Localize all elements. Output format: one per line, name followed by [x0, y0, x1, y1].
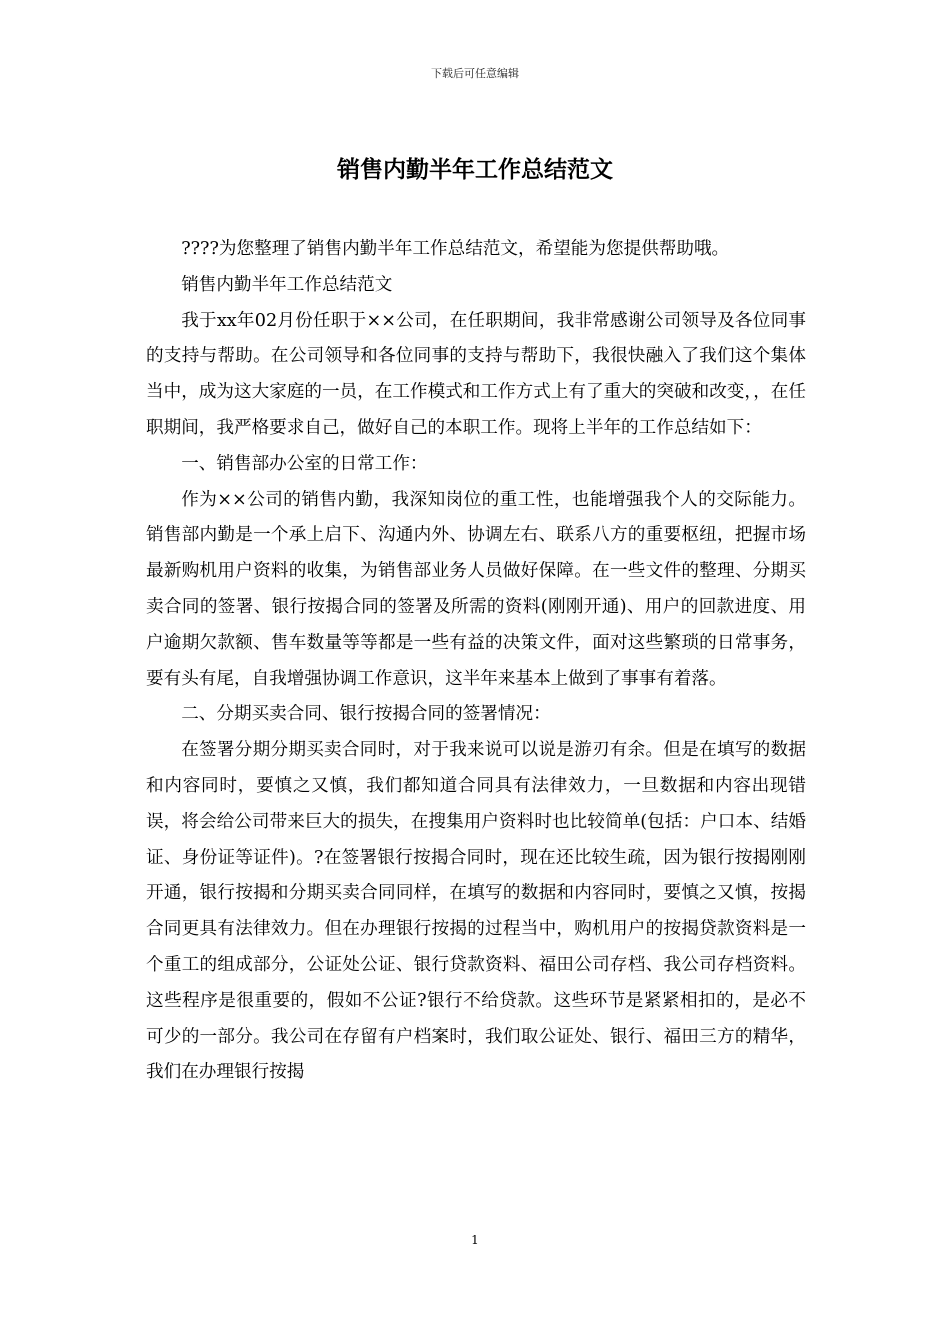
- section-heading-2: 二、分期买卖合同、银行按揭合同的签署情况：: [181, 704, 551, 725]
- document-body: [146, 232, 806, 1091]
- paragraph-intro: ????为您整理了销售内勤半年工作总结范文，希望能为您提供帮助哦。: [181, 239, 730, 259]
- header-note: 下载后可任意编辑: [431, 67, 519, 80]
- page-number: 1: [471, 1233, 479, 1247]
- document-title: 销售内勤半年工作总结范文: [337, 156, 613, 183]
- paragraph-subtitle: 销售内勤半年工作总结范文: [181, 274, 393, 295]
- paragraph-opening: 我于xx年02月份任职于××公司，在任职期间，我非常感谢公司领导及各位同事的支持与帮助。在公司领导和各位同事的支持与帮助下，我很快融入了我们这个集体当中，成为这大家庭的一员，在工作模式和工作方式上有了重大的突破和改变，，在任职期间，我严格要求自己，做好自己的本职工作。现将上半年的工作总结如下：: [146, 310, 806, 438]
- paragraph-section-1: 作为××公司的销售内勤，我深知岗位的重工性，也能增强我个人的交际能力。销售部内勤是一个承上启下、沟通内外、协调左右、联系八方的重要枢纽，把握市场最新购机用户资料的收集，为销售部业务人员做好保障。在一些文件的整理、分期买卖合同的签署、银行按揭合同的签署及所需的资料(刚刚开通)、用户的回款进度、用户逾期欠款额、售车数量等等都是一些有益的决策文件，面对这些繁琐的日常事务，要有头有尾，自我增强协调工作意识，这半年来基本上做到了事事有着落。: [146, 489, 806, 689]
- section-heading-1: 一、销售部办公室的日常工作：: [181, 453, 428, 474]
- paragraph-section-2: 在签署分期分期买卖合同时，对于我来说可以说是游刃有余。但是在填写的数据和内容同时，要慎之又慎，我们都知道合同具有法律效力，一旦数据和内容出现错误，将会给公司带来巨大的损失，在搜集用户资料时也比较简单(包括：户口本、结婚证、身份证等证件)。?在签署银行按揭合同时，现在还比较生疏，因为银行按揭刚刚开通，银行按揭和分期买卖合同同样，在填写的数据和内容同时，要慎之又慎，按揭合同更具有法律效力。但在办理银行按揭的过程当中，购机用户的按揭贷款资料是一个重工的组成部分，公证处公证、银行贷款资料、福田公司存档、我公司存档资料。这些程序是很重要的，假如不公证?银行不给贷款。这些环节是紧紧相扣的，是必不可少的一部分。我公司在存留有户档案时，我们取公证处、银行、福田三方的精华，我们在办理银行按揭: [146, 740, 806, 1083]
